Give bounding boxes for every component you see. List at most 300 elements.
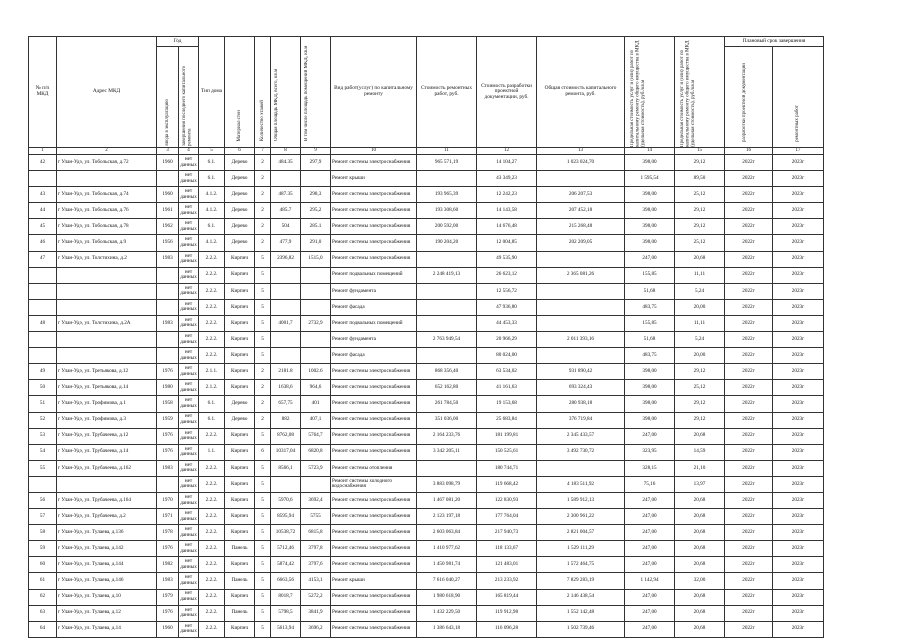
cell-year: 1960: [157, 621, 179, 637]
cell-wall-material: Дерево: [225, 171, 255, 187]
table-row: [29, 541, 824, 557]
cell-repair-cost: 1 432 229,50: [417, 605, 477, 621]
cell-living-area: 295,2: [301, 203, 331, 219]
cell-wall-material: Кирпич: [225, 332, 255, 348]
column-number: 15: [675, 148, 725, 155]
cell-work-type: Ремонт системы электроснабжения: [331, 203, 417, 219]
cell-year: [157, 348, 179, 364]
header-year-group: Год: [157, 37, 199, 47]
cell-total-area: 477,9: [271, 235, 301, 251]
cell-address: г Улан-Удэ, ул. Трофимова, д.3: [57, 412, 157, 428]
cell-house-no: [29, 267, 57, 283]
cell-house-no: [29, 171, 57, 187]
cell-living-area: 4153,1: [301, 573, 331, 589]
cell-work-type: Ремонт фундамента: [331, 283, 417, 299]
cell-floors: 2: [255, 235, 271, 251]
cell-floors: 2: [255, 155, 271, 171]
cell-design-deadline: 2022г: [725, 235, 773, 251]
cell-design-deadline: 2022г: [725, 412, 773, 428]
cell-max-cost-2: 29,12: [675, 364, 725, 380]
cell-design-cost: 14 143,58: [477, 203, 537, 219]
table-row: [29, 525, 824, 541]
cell-living-area: [301, 283, 331, 299]
cell-wall-material: Дерево: [225, 155, 255, 171]
cell-max-cost: 247,00: [625, 541, 675, 557]
cell-total-cost: [537, 299, 625, 315]
header-address: Адрес МКД: [57, 37, 157, 148]
cell-year: 1970: [157, 492, 179, 508]
cell-total-area: 487.35: [271, 187, 301, 203]
cell-design-deadline: 2022г: [725, 621, 773, 637]
table-row: [29, 573, 824, 589]
cell-address: г Улан-Удэ, ул. Тулаева, д.12: [57, 605, 157, 621]
cell-house-no: 57: [29, 509, 57, 525]
cell-living-area: [301, 267, 331, 283]
repair-plan-table: [28, 36, 824, 638]
cell-design-cost: 14 104,27: [477, 155, 537, 171]
cell-max-cost-2: 89,50: [675, 171, 725, 187]
cell-repair-deadline: 2023г: [773, 203, 824, 219]
cell-max-cost: 398,00: [625, 380, 675, 396]
cell-design-cost: 26 623,12: [477, 267, 537, 283]
cell-floors: 5: [255, 557, 271, 573]
cell-repair-cost: 7 616 040,27: [417, 573, 477, 589]
cell-max-cost: 247,00: [625, 605, 675, 621]
cell-living-area: 407,1: [301, 412, 331, 428]
table-row: [29, 396, 824, 412]
cell-living-area: [301, 171, 331, 187]
cell-repair-cost: 3 342 205,11: [417, 444, 477, 460]
cell-repair-cost: [417, 348, 477, 364]
cell-repair-cost: [417, 251, 477, 267]
cell-house-no: 55: [29, 460, 57, 476]
header-design-cost: Стоимость разработки проектной документации, руб.: [477, 37, 537, 148]
cell-address: г Улан-Удэ, ул. Третьякова, д.14: [57, 380, 157, 396]
table-row: [29, 364, 824, 380]
cell-floors: 5: [255, 267, 271, 283]
cell-design-deadline: 2022г: [725, 509, 773, 525]
cell-year: 1961: [157, 203, 179, 219]
cell-living-area: 6815,8: [301, 525, 331, 541]
cell-work-type: Ремонт системы электроснабжения: [331, 155, 417, 171]
cell-repair-deadline: 2023г: [773, 541, 824, 557]
column-number: 4: [179, 148, 199, 155]
cell-repair-deadline: 2023г: [773, 476, 824, 492]
cell-design-cost: 20 966,29: [477, 332, 537, 348]
cell-repair-deadline: 2023г: [773, 525, 824, 541]
cell-house-type: 2.2.2.: [199, 315, 225, 331]
cell-last-repair: нет данных: [179, 251, 199, 267]
column-number: 12: [477, 148, 537, 155]
cell-house-type: 2.1.2.: [199, 380, 225, 396]
cell-max-cost-2: 20,68: [675, 621, 725, 637]
cell-max-cost: 51,68: [625, 332, 675, 348]
header-no: № п/п МКД: [29, 37, 57, 148]
cell-floors: 5: [255, 573, 271, 589]
cell-design-cost: 80 024,00: [477, 348, 537, 364]
cell-repair-deadline: 2023г: [773, 380, 824, 396]
cell-year: 1980: [157, 380, 179, 396]
header-repair-cost: Стоимость ремонтных работ, руб.: [417, 37, 477, 148]
cell-total-cost: 1 529 111,29: [537, 541, 625, 557]
cell-design-cost: 25 683,84: [477, 412, 537, 428]
cell-design-deadline: 2022г: [725, 251, 773, 267]
cell-total-area: 5712,46: [271, 541, 301, 557]
cell-work-type: Ремонт системы электроснабжения: [331, 541, 417, 557]
cell-max-cost-2: 29,12: [675, 396, 725, 412]
cell-wall-material: Панель: [225, 573, 255, 589]
table-row: [29, 589, 824, 605]
cell-design-deadline: 2022г: [725, 267, 773, 283]
cell-living-area: 1515,0: [301, 251, 331, 267]
cell-wall-material: Кирпич: [225, 348, 255, 364]
cell-last-repair: нет данных: [179, 299, 199, 315]
cell-living-area: 285.1: [301, 219, 331, 235]
header-year-commissioning: ввода в эксплуатацию: [164, 99, 170, 146]
table-row: [29, 235, 824, 251]
cell-total-area: 10317,04: [271, 444, 301, 460]
cell-repair-deadline: 2023г: [773, 412, 824, 428]
cell-year: [157, 267, 179, 283]
column-number: 11: [417, 148, 477, 155]
cell-repair-deadline: 2023г: [773, 235, 824, 251]
cell-address: г Улан-Удэ, ул. Тулаева, д.14: [57, 621, 157, 637]
cell-max-cost-2: 21,10: [675, 460, 725, 476]
cell-floors: 5: [255, 621, 271, 637]
cell-work-type: Ремонт системы электроснабжения: [331, 251, 417, 267]
column-number: 13: [537, 148, 625, 155]
cell-max-cost-2: 20,68: [675, 492, 725, 508]
cell-last-repair: нет данных: [179, 573, 199, 589]
cell-repair-deadline: 2023г: [773, 332, 824, 348]
cell-design-cost: 165 819,44: [477, 589, 537, 605]
cell-floors: 5: [255, 541, 271, 557]
cell-year: 1983: [157, 315, 179, 331]
repair-plan-sheet: [28, 36, 823, 638]
cell-repair-cost: [417, 299, 477, 315]
table-row: [29, 460, 824, 476]
table-row: [29, 348, 824, 364]
cell-design-cost: 63 534,02: [477, 364, 537, 380]
cell-total-cost: [537, 460, 625, 476]
cell-max-cost-2: 20,68: [675, 428, 725, 444]
cell-design-deadline: 2022г: [725, 283, 773, 299]
cell-house-type: 2.2.2.: [199, 428, 225, 444]
cell-house-type: 2.2.2.: [199, 605, 225, 621]
cell-max-cost: 247,00: [625, 251, 675, 267]
cell-total-area: 8762,08: [271, 428, 301, 444]
table-row: [29, 283, 824, 299]
cell-max-cost: 1 142,94: [625, 573, 675, 589]
cell-house-type: 6.1.: [199, 219, 225, 235]
cell-repair-cost: [417, 171, 477, 187]
cell-address: г Улан-Удэ, ул. Толстихина, д.2: [57, 251, 157, 267]
cell-work-type: Ремонт системы электроснабжения: [331, 492, 417, 508]
cell-last-repair: нет данных: [179, 187, 199, 203]
cell-repair-cost: 261 784,50: [417, 396, 477, 412]
cell-wall-material: Дерево: [225, 235, 255, 251]
cell-design-deadline: 2022г: [725, 203, 773, 219]
cell-max-cost: 247,00: [625, 525, 675, 541]
cell-design-cost: 12 556,72: [477, 283, 537, 299]
cell-floors: 5: [255, 299, 271, 315]
header-design-docs: разработки проектной документации: [741, 63, 747, 142]
cell-design-cost: 122 830,93: [477, 492, 537, 508]
cell-house-type: 6.1.: [199, 155, 225, 171]
cell-house-type: 6.1.: [199, 412, 225, 428]
cell-repair-deadline: 2023г: [773, 573, 824, 589]
cell-max-cost: 247,00: [625, 557, 675, 573]
table-header: [29, 37, 824, 155]
cell-wall-material: Кирпич: [225, 267, 255, 283]
cell-repair-deadline: 2023г: [773, 557, 824, 573]
cell-repair-cost: 2 763 949,54: [417, 332, 477, 348]
cell-house-type: 2.2.2.: [199, 492, 225, 508]
cell-design-deadline: 2022г: [725, 573, 773, 589]
cell-address: г Улан-Удэ, ул. Трубачеева, д.162: [57, 460, 157, 476]
cell-max-cost: 398,00: [625, 364, 675, 380]
cell-work-type: Ремонт системы холодного водоснабжения: [331, 476, 417, 492]
cell-living-area: 5723,9: [301, 460, 331, 476]
cell-last-repair: нет данных: [179, 380, 199, 396]
cell-design-cost: 19 153,68: [477, 396, 537, 412]
cell-work-type: Ремонт системы электроснабжения: [331, 428, 417, 444]
cell-total-area: 882: [271, 412, 301, 428]
cell-repair-cost: [417, 315, 477, 331]
table-row: [29, 251, 824, 267]
cell-total-cost: 693 324,43: [537, 380, 625, 396]
cell-design-deadline: 2022г: [725, 380, 773, 396]
cell-repair-cost: 200 592,00: [417, 219, 477, 235]
cell-repair-deadline: 2023г: [773, 589, 824, 605]
cell-living-area: 3841,9: [301, 605, 331, 621]
cell-repair-cost: 1 980 618,90: [417, 589, 477, 605]
cell-address: г Улан-Удэ, ул. Трубачеева, д.2: [57, 509, 157, 525]
cell-house-no: 50: [29, 380, 57, 396]
cell-total-area: 5613,94: [271, 621, 301, 637]
cell-year: [157, 283, 179, 299]
cell-max-cost: 155,85: [625, 315, 675, 331]
cell-last-repair: нет данных: [179, 235, 199, 251]
cell-living-area: 1002.6: [301, 364, 331, 380]
column-number: 6: [225, 148, 255, 155]
cell-address: г Улан-Удэ, ул. Тулаева, д.10: [57, 589, 157, 605]
cell-house-type: 2.2.2.: [199, 573, 225, 589]
cell-wall-material: Кирпич: [225, 476, 255, 492]
cell-design-cost: 41 161,63: [477, 380, 537, 396]
cell-total-cost: 1 552 142,48: [537, 605, 625, 621]
table-row: [29, 621, 824, 637]
cell-max-cost-2: 29,12: [675, 155, 725, 171]
cell-design-deadline: 2022г: [725, 155, 773, 171]
cell-house-no: 52: [29, 412, 57, 428]
cell-address: г Улан-Удэ, ул. Тобольская, д.76: [57, 203, 157, 219]
cell-wall-material: Кирпич: [225, 509, 255, 525]
cell-design-cost: 181 199,81: [477, 428, 537, 444]
cell-address: г Улан-Удэ, ул. Трофимова, д.1: [57, 396, 157, 412]
cell-floors: 5: [255, 348, 271, 364]
cell-house-type: 2.2.2.: [199, 525, 225, 541]
cell-max-cost-2: 25,12: [675, 235, 725, 251]
cell-total-cost: 2 011 393,16: [537, 332, 625, 348]
cell-repair-cost: [417, 460, 477, 476]
cell-house-no: 48: [29, 315, 57, 331]
cell-wall-material: Кирпич: [225, 364, 255, 380]
cell-repair-cost: 351 036,00: [417, 412, 477, 428]
cell-total-area: 484.35: [271, 155, 301, 171]
cell-work-type: Ремонт системы отопления: [331, 460, 417, 476]
header-max-cost-2: Предельная стоимость услуг и (или) работ по капитальному ремонту общего имущества в МКД (удельная стоимость), руб./кв.м: [679, 40, 696, 147]
cell-max-cost-2: 29,12: [675, 412, 725, 428]
cell-max-cost: 75,16: [625, 476, 675, 492]
cell-year: 1971: [157, 509, 179, 525]
cell-work-type: Ремонт системы электроснабжения: [331, 525, 417, 541]
cell-work-type: Ремонт фундамента: [331, 332, 417, 348]
cell-house-type: 2.2.2.: [199, 589, 225, 605]
cell-wall-material: Кирпич: [225, 557, 255, 573]
cell-house-type: 4.1.2.: [199, 235, 225, 251]
cell-design-deadline: 2022г: [725, 332, 773, 348]
cell-address: г Улан-Удэ, ул. Трубачеева, д.164: [57, 492, 157, 508]
cell-year: 1976: [157, 541, 179, 557]
table-body: [29, 155, 824, 638]
cell-house-no: 62: [29, 589, 57, 605]
cell-year: 1982: [157, 557, 179, 573]
cell-address: г Улан-Удэ, ул. Толстихина, д.2А: [57, 315, 157, 331]
cell-total-cost: 931 890,42: [537, 364, 625, 380]
cell-address: г Улан-Удэ, ул. Тулаева, д.142: [57, 541, 157, 557]
cell-address: г Улан-Удэ, ул. Третьякова, д.12: [57, 364, 157, 380]
cell-wall-material: Дерево: [225, 219, 255, 235]
cell-max-cost-2: 20,68: [675, 557, 725, 573]
header-house-type: Тип дома: [199, 37, 225, 148]
cell-max-cost-2: 25,12: [675, 187, 725, 203]
cell-wall-material: Кирпич: [225, 299, 255, 315]
cell-work-type: Ремонт фасада: [331, 348, 417, 364]
cell-address: [57, 332, 157, 348]
cell-total-cost: [537, 283, 625, 299]
cell-repair-cost: 193 965,39: [417, 187, 477, 203]
table-row: [29, 444, 824, 460]
cell-design-cost: 150 525,61: [477, 444, 537, 460]
cell-house-no: 54: [29, 444, 57, 460]
cell-total-cost: 1 023 024,70: [537, 155, 625, 171]
table-row: [29, 315, 824, 331]
cell-house-type: 2.2.2.: [199, 557, 225, 573]
cell-total-cost: 1 502 739,46: [537, 621, 625, 637]
header-living-area: В том числе площадь помещений МКД, кв.м: [303, 45, 309, 141]
cell-wall-material: Кирпич: [225, 315, 255, 331]
cell-wall-material: Дерево: [225, 396, 255, 412]
cell-total-cost: 202 209,05: [537, 235, 625, 251]
cell-repair-cost: 2 248 419,13: [417, 267, 477, 283]
cell-last-repair: нет данных: [179, 444, 199, 460]
cell-last-repair: нет данных: [179, 348, 199, 364]
cell-living-area: 3696,2: [301, 621, 331, 637]
cell-year: [157, 299, 179, 315]
cell-address: г Улан-Удэ, ул. Трубачеева, д.14: [57, 444, 157, 460]
cell-address: [57, 283, 157, 299]
cell-repair-deadline: 2023г: [773, 492, 824, 508]
cell-living-area: 2732,9: [301, 315, 331, 331]
cell-year: 1978: [157, 525, 179, 541]
cell-house-type: 2.2.2.: [199, 509, 225, 525]
cell-design-deadline: 2022г: [725, 525, 773, 541]
column-number: 17: [773, 148, 824, 155]
cell-max-cost: 247,00: [625, 492, 675, 508]
cell-year: 1960: [157, 187, 179, 203]
cell-total-cost: [537, 315, 625, 331]
cell-wall-material: Кирпич: [225, 492, 255, 508]
cell-address: г Улан-Удэ, ул. Тобольская, д.9: [57, 235, 157, 251]
cell-repair-cost: 2 123 197,18: [417, 509, 477, 525]
cell-repair-deadline: 2023г: [773, 155, 824, 171]
cell-last-repair: нет данных: [179, 557, 199, 573]
cell-total-area: [271, 299, 301, 315]
header-floors: Количество этажей: [259, 100, 265, 141]
cell-total-cost: [537, 348, 625, 364]
cell-repair-cost: 965 571,19: [417, 155, 477, 171]
cell-floors: 2: [255, 396, 271, 412]
cell-wall-material: Дерево: [225, 203, 255, 219]
cell-wall-material: Дерево: [225, 187, 255, 203]
cell-floors: 5: [255, 589, 271, 605]
cell-total-cost: 2 821 004,57: [537, 525, 625, 541]
cell-design-deadline: 2022г: [725, 396, 773, 412]
cell-repair-deadline: 2023г: [773, 460, 824, 476]
cell-total-cost: 2 300 961,22: [537, 509, 625, 525]
cell-last-repair: нет данных: [179, 332, 199, 348]
cell-total-area: [271, 476, 301, 492]
cell-last-repair: нет данных: [179, 171, 199, 187]
cell-floors: 5: [255, 332, 271, 348]
cell-living-area: [301, 332, 331, 348]
table-row: [29, 267, 824, 283]
cell-total-area: 2396,82: [271, 251, 301, 267]
cell-year: 1976: [157, 364, 179, 380]
cell-last-repair: нет данных: [179, 203, 199, 219]
cell-max-cost-2: 20,00: [675, 348, 725, 364]
cell-floors: 5: [255, 476, 271, 492]
cell-repair-deadline: 2023г: [773, 219, 824, 235]
header-total-area: Общая площадь МКД, всего, кв.м: [273, 68, 279, 141]
cell-max-cost: 323,95: [625, 444, 675, 460]
cell-last-repair: нет данных: [179, 589, 199, 605]
cell-repair-deadline: 2023г: [773, 444, 824, 460]
cell-total-cost: 3 492 730,72: [537, 444, 625, 460]
cell-total-area: 5874,42: [271, 557, 301, 573]
cell-address: [57, 299, 157, 315]
header-year-last-repair: завершения последнего капитального ремонта: [181, 65, 192, 146]
table-row: [29, 332, 824, 348]
cell-year: 1979: [157, 589, 179, 605]
cell-repair-deadline: 2023г: [773, 605, 824, 621]
cell-wall-material: Кирпич: [225, 621, 255, 637]
cell-house-type: 2.2.2.: [199, 476, 225, 492]
cell-floors: 2: [255, 412, 271, 428]
cell-year: [157, 332, 179, 348]
cell-design-deadline: 2022г: [725, 589, 773, 605]
cell-design-deadline: 2022г: [725, 187, 773, 203]
cell-repair-cost: 1 450 981,74: [417, 557, 477, 573]
cell-last-repair: нет данных: [179, 267, 199, 283]
cell-repair-deadline: 2023г: [773, 509, 824, 525]
cell-total-area: [271, 267, 301, 283]
cell-max-cost-2: 20,68: [675, 509, 725, 525]
cell-year: 1983: [157, 251, 179, 267]
cell-last-repair: нет данных: [179, 219, 199, 235]
cell-design-cost: 119 668,42: [477, 476, 537, 492]
